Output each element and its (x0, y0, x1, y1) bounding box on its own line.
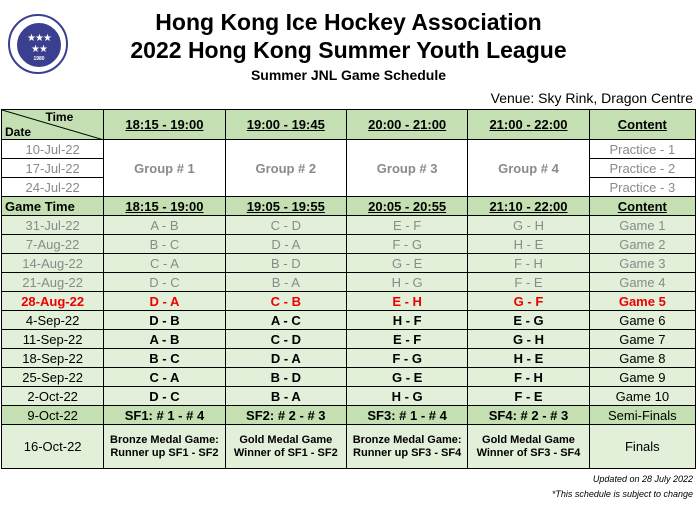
matchup-cell: H - G (346, 387, 467, 406)
final-game-teams: Winner of SF1 - SF2 (233, 446, 338, 459)
matchup-cell: A - C (225, 311, 346, 330)
disclaimer-note: *This schedule is subject to change (551, 489, 693, 499)
matchup-cell: C - A (104, 368, 225, 387)
matchup-cell: H - E (468, 235, 589, 254)
matchup-cell: B - D (225, 254, 346, 273)
final-matchup-cell (104, 425, 225, 469)
practice-slot-header: 19:00 - 19:45 (225, 110, 346, 140)
corner-date-label: Date (5, 125, 32, 139)
matchup-cell: C - D (225, 216, 346, 235)
matchup-cell: C - D (225, 330, 346, 349)
date-cell: 25-Sep-22 (2, 368, 104, 387)
matchup-cell: E - F (346, 330, 467, 349)
matchup-cell: D - C (104, 273, 225, 292)
matchup-cell: F - H (468, 368, 589, 387)
practice-group-cell: Group # 2 (225, 140, 346, 197)
game-row (2, 387, 696, 406)
practice-slot-header: 18:15 - 19:00 (104, 110, 225, 140)
matchup-cell: E - F (346, 216, 467, 235)
page-title: Hong Kong Ice Hockey Association (155, 9, 542, 35)
matchup-cell: B - C (104, 349, 225, 368)
content-header: Content (589, 197, 695, 216)
semifinal-cell: SF2: # 2 - # 3 (225, 406, 346, 425)
matchup-cell: H - F (346, 311, 467, 330)
date-cell: 28-Aug-22 (2, 292, 104, 311)
final-game-teams: Runner up SF3 - SF4 (353, 446, 462, 459)
matchup-cell: B - D (225, 368, 346, 387)
matchup-cell: C - A (104, 254, 225, 273)
game-row (2, 273, 696, 292)
practice-row (2, 140, 696, 159)
date-cell: 10-Jul-22 (2, 140, 104, 159)
final-matchup-cell (468, 425, 589, 469)
time-date-corner (2, 110, 104, 140)
content-cell: Game 5 (589, 292, 695, 311)
matchup-cell: C - B (225, 292, 346, 311)
game-row (2, 330, 696, 349)
date-cell: 24-Jul-22 (2, 178, 104, 197)
game-row (2, 368, 696, 387)
semifinal-row (2, 406, 696, 425)
matchup-cell: F - H (468, 254, 589, 273)
matchup-cell: G - F (468, 292, 589, 311)
game-row (2, 254, 696, 273)
date-cell: 4-Sep-22 (2, 311, 104, 330)
matchup-cell: G - E (346, 254, 467, 273)
matchup-cell: B - A (225, 387, 346, 406)
content-cell: Practice - 2 (589, 159, 695, 178)
schedule-subtitle: Summer JNL Game Schedule (250, 67, 447, 83)
practice-header-row (2, 110, 696, 140)
updated-note: Updated on 28 July 2022 (592, 474, 693, 484)
final-game-name: Bronze Medal Game: (110, 433, 219, 446)
semifinal-cell: SF4: # 2 - # 3 (468, 406, 589, 425)
matchup-cell: G - H (468, 330, 589, 349)
content-cell: Game 10 (589, 387, 695, 406)
content-cell: Game 2 (589, 235, 695, 254)
matchup-cell: H - G (346, 273, 467, 292)
game-row (2, 292, 696, 311)
matchup-cell: H - E (468, 349, 589, 368)
game-row (2, 235, 696, 254)
game-slot-header: 20:05 - 20:55 (346, 197, 467, 216)
date-cell: 7-Aug-22 (2, 235, 104, 254)
game-slot-header: 21:10 - 22:00 (468, 197, 589, 216)
content-cell: Practice - 1 (589, 140, 695, 159)
final-matchup-cell (225, 425, 346, 469)
practice-group-cell: Group # 3 (346, 140, 467, 197)
practice-group-cell: Group # 1 (104, 140, 225, 197)
matchup-cell: E - G (468, 311, 589, 330)
matchup-cell: F - E (468, 387, 589, 406)
matchup-cell: D - C (104, 387, 225, 406)
matchup-cell: A - B (104, 216, 225, 235)
date-cell: 14-Aug-22 (2, 254, 104, 273)
matchup-cell: F - G (346, 349, 467, 368)
date-cell: 21-Aug-22 (2, 273, 104, 292)
semifinal-cell: SF3: # 1 - # 4 (346, 406, 467, 425)
game-time-label: Game Time (2, 197, 104, 216)
final-row (2, 425, 696, 469)
final-game-name: Gold Medal Game (482, 433, 575, 446)
content-cell: Game 3 (589, 254, 695, 273)
date-cell: 9-Oct-22 (2, 406, 104, 425)
logo-year: 1980 (33, 56, 45, 62)
practice-slot-header: 21:00 - 22:00 (468, 110, 589, 140)
matchup-cell: G - H (468, 216, 589, 235)
content-cell: Semi-Finals (589, 406, 695, 425)
matchup-cell: A - B (104, 330, 225, 349)
date-cell: 16-Oct-22 (2, 425, 104, 469)
schedule-table (1, 109, 696, 469)
date-cell: 18-Sep-22 (2, 349, 104, 368)
game-row (2, 349, 696, 368)
final-game-name: Gold Medal Game (239, 433, 333, 446)
game-slot-header: 18:15 - 19:00 (104, 197, 225, 216)
game-header-row (2, 197, 696, 216)
content-cell: Game 6 (589, 311, 695, 330)
content-cell: Game 9 (589, 368, 695, 387)
semifinal-cell: SF1: # 1 - # 4 (104, 406, 225, 425)
matchup-cell: B - C (104, 235, 225, 254)
content-cell: Practice - 3 (589, 178, 695, 197)
corner-time-label: Time (45, 110, 74, 124)
final-game-teams: Winner of SF3 - SF4 (476, 446, 581, 459)
date-cell: 17-Jul-22 (2, 159, 104, 178)
matchup-cell: B - A (225, 273, 346, 292)
final-game-teams: Runner up SF1 - SF2 (110, 446, 219, 459)
content-cell: Game 7 (589, 330, 695, 349)
game-slot-header: 19:05 - 19:55 (225, 197, 346, 216)
matchup-cell: E - H (346, 292, 467, 311)
game-row (2, 311, 696, 330)
logo-stars: ★★★ ★★ (27, 33, 51, 55)
matchup-cell: G - E (346, 368, 467, 387)
matchup-cell: D - B (104, 311, 225, 330)
content-cell: Finals (589, 425, 695, 469)
final-game-name: Bronze Medal Game: (352, 433, 462, 446)
content-header: Content (589, 110, 695, 140)
practice-slot-header: 20:00 - 21:00 (346, 110, 467, 140)
game-row (2, 216, 696, 235)
matchup-cell: D - A (225, 235, 346, 254)
date-cell: 2-Oct-22 (2, 387, 104, 406)
date-cell: 31-Jul-22 (2, 216, 104, 235)
content-cell: Game 8 (589, 349, 695, 368)
practice-group-cell: Group # 4 (468, 140, 589, 197)
date-cell: 11-Sep-22 (2, 330, 104, 349)
venue-label: Venue: Sky Rink, Dragon Centre (490, 90, 693, 106)
matchup-cell: D - A (104, 292, 225, 311)
content-cell: Game 4 (589, 273, 695, 292)
matchup-cell: F - E (468, 273, 589, 292)
matchup-cell: D - A (225, 349, 346, 368)
matchup-cell: F - G (346, 235, 467, 254)
content-cell: Game 1 (589, 216, 695, 235)
league-title: 2022 Hong Kong Summer Youth League (130, 37, 567, 63)
final-matchup-cell (346, 425, 467, 469)
